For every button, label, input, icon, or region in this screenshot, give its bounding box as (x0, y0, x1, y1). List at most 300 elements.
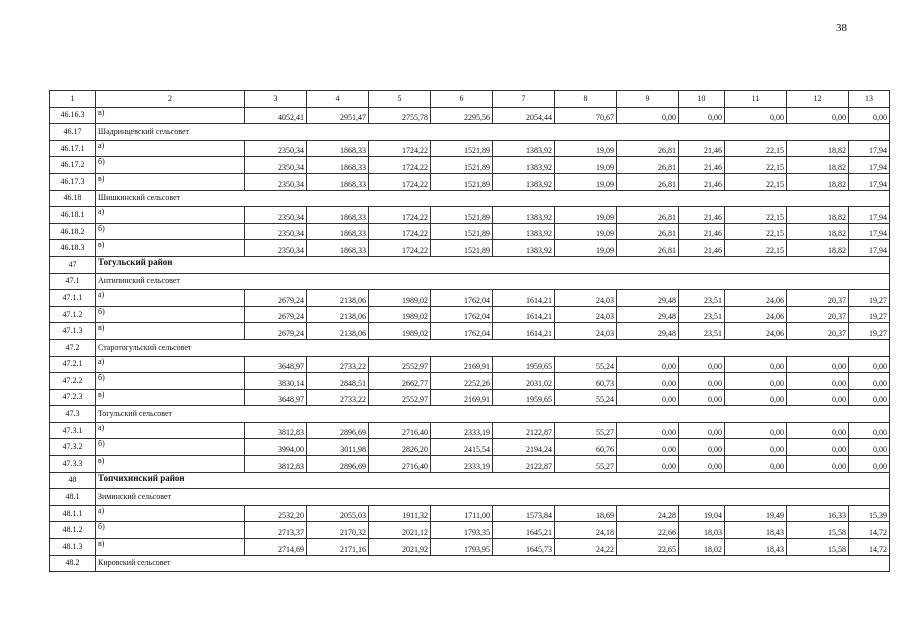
row-subitem-label: в) (96, 323, 245, 340)
table-cell-value: 17,94 (849, 140, 890, 157)
table-cell-value: 0,00 (679, 373, 725, 390)
table-row (50, 207, 890, 224)
table-cell-value: 23,51 (679, 306, 725, 323)
table-cell-value: 18,82 (787, 223, 849, 240)
table-cell-value: 0,00 (725, 373, 787, 390)
table-cell-value: 2848,51 (307, 373, 369, 390)
table-cell-value: 17,94 (849, 240, 890, 257)
table-cell-value: 2896,69 (307, 456, 369, 473)
table-cell-value: 21,46 (679, 157, 725, 174)
table-cell-value: 14,72 (849, 522, 890, 539)
table-cell-value: 1711,00 (431, 505, 493, 522)
table-cell-value: 0,00 (725, 107, 787, 124)
table-cell-value: 0,00 (725, 439, 787, 456)
table-cell-value: 2350,34 (245, 223, 307, 240)
table-cell-value: 17,94 (849, 223, 890, 240)
table-cell-value: 0,00 (849, 456, 890, 473)
table-cell-value: 0,00 (787, 107, 849, 124)
table-cell-value: 24,06 (725, 306, 787, 323)
table-cell-value: 1645,21 (493, 522, 555, 539)
table-cell-value: 23,51 (679, 290, 725, 307)
column-number: 6 (431, 91, 493, 108)
row-code: 46.16.3 (50, 107, 96, 124)
table-cell-value: 18,02 (679, 539, 725, 556)
table-cell-value: 0,00 (617, 389, 679, 406)
table-cell-value: 18,82 (787, 240, 849, 257)
row-code: 46.18.2 (50, 223, 96, 240)
row-subitem-label: б) (96, 223, 245, 240)
table-row (50, 223, 890, 240)
table-cell-value: 70,67 (555, 107, 617, 124)
table-cell-value: 3830,14 (245, 373, 307, 390)
row-code: 47.2.2 (50, 373, 96, 390)
settlement-name: Шишкинский сельсовет (96, 190, 890, 207)
table-cell-value: 2169,91 (431, 356, 493, 373)
table-cell-value: 17,94 (849, 173, 890, 190)
table-cell-value: 18,03 (679, 522, 725, 539)
table-cell-value: 1793,35 (431, 522, 493, 539)
table-cell-value: 2122,87 (493, 456, 555, 473)
table-cell-value: 2826,20 (369, 439, 431, 456)
table-cell-value: 19,09 (555, 140, 617, 157)
table-cell-value: 0,00 (725, 456, 787, 473)
table-cell-value: 2350,34 (245, 140, 307, 157)
table-cell-value: 20,37 (787, 306, 849, 323)
table-cell-value: 19,09 (555, 157, 617, 174)
table-cell-value: 26,81 (617, 157, 679, 174)
table-cell-value: 1573,84 (493, 505, 555, 522)
column-number: 1 (50, 91, 96, 108)
table-cell-value: 17,94 (849, 207, 890, 224)
table-cell-value: 1521,89 (431, 240, 493, 257)
settlement-heading-row (50, 406, 890, 423)
table-cell-value: 24,06 (725, 290, 787, 307)
row-code: 47.3.1 (50, 422, 96, 439)
table-cell-value: 26,81 (617, 240, 679, 257)
table-cell-value: 18,82 (787, 140, 849, 157)
table-row (50, 539, 890, 556)
table-cell-value: 2055,03 (307, 505, 369, 522)
table-cell-value: 22,15 (725, 157, 787, 174)
table-cell-value: 2170,32 (307, 522, 369, 539)
table-row (50, 306, 890, 323)
table-cell-value: 2532,20 (245, 505, 307, 522)
table-cell-value: 22,66 (617, 522, 679, 539)
row-subitem-label: б) (96, 157, 245, 174)
table-cell-value: 21,46 (679, 240, 725, 257)
table-cell-value: 1614,21 (493, 290, 555, 307)
settlement-heading-row (50, 124, 890, 141)
table-cell-value: 0,00 (679, 389, 725, 406)
table-row (50, 373, 890, 390)
table-cell-value: 1868,33 (307, 140, 369, 157)
table-cell-value: 1868,33 (307, 223, 369, 240)
table-cell-value: 4052,41 (245, 107, 307, 124)
row-code: 46.17.2 (50, 157, 96, 174)
table-cell-value: 0,00 (617, 356, 679, 373)
table-cell-value: 19,09 (555, 223, 617, 240)
table-cell-value: 1383,92 (493, 240, 555, 257)
table-cell-value: 2679,24 (245, 323, 307, 340)
table-cell-value: 0,00 (679, 356, 725, 373)
settlement-heading-row (50, 273, 890, 290)
table-cell-value: 1521,89 (431, 140, 493, 157)
table-cell-value: 21,46 (679, 140, 725, 157)
table-cell-value: 1614,21 (493, 306, 555, 323)
row-subitem-label: а) (96, 356, 245, 373)
table-cell-value: 0,00 (617, 373, 679, 390)
table-body (50, 107, 890, 572)
table-cell-value: 21,46 (679, 207, 725, 224)
table-cell-value: 0,00 (849, 422, 890, 439)
table-cell-value: 2031,02 (493, 373, 555, 390)
settlement-heading-row (50, 190, 890, 207)
table-cell-value: 1762,04 (431, 323, 493, 340)
table-cell-value: 0,00 (617, 107, 679, 124)
table-cell-value: 2679,24 (245, 290, 307, 307)
row-subitem-label: б) (96, 306, 245, 323)
row-subitem-label: в) (96, 389, 245, 406)
table-cell-value: 2138,06 (307, 323, 369, 340)
table-cell-value: 1959,65 (493, 389, 555, 406)
settlement-heading-row (50, 489, 890, 506)
table-cell-value: 18,43 (725, 522, 787, 539)
table-cell-value: 2350,34 (245, 207, 307, 224)
table-cell-value: 24,28 (617, 505, 679, 522)
table-row (50, 439, 890, 456)
table-cell-value: 3994,00 (245, 439, 307, 456)
table-row (50, 290, 890, 307)
district-heading-row (50, 256, 890, 273)
table-cell-value: 1762,04 (431, 306, 493, 323)
table-cell-value: 0,00 (787, 373, 849, 390)
table-cell-value: 2679,24 (245, 306, 307, 323)
row-code: 46.18.1 (50, 207, 96, 224)
table-row (50, 522, 890, 539)
row-code: 48 (50, 472, 96, 489)
table-cell-value: 0,00 (679, 456, 725, 473)
table-cell-value: 19,27 (849, 290, 890, 307)
table-row (50, 456, 890, 473)
table-cell-value: 0,00 (787, 439, 849, 456)
row-code: 46.18 (50, 190, 96, 207)
table-cell-value: 1989,02 (369, 306, 431, 323)
table-cell-value: 2714,69 (245, 539, 307, 556)
table-cell-value: 55,24 (555, 356, 617, 373)
table-cell-value: 0,00 (787, 356, 849, 373)
table-cell-value: 2755,78 (369, 107, 431, 124)
table-row (50, 107, 890, 124)
settlement-heading-row (50, 339, 890, 356)
table-cell-value: 0,00 (679, 107, 725, 124)
table-cell-value: 1868,33 (307, 240, 369, 257)
table-cell-value: 1521,89 (431, 223, 493, 240)
table-cell-value: 24,03 (555, 290, 617, 307)
table-cell-value: 0,00 (725, 356, 787, 373)
table-cell-value: 2415,54 (431, 439, 493, 456)
district-heading-row (50, 472, 890, 489)
table-cell-value: 0,00 (787, 389, 849, 406)
table-cell-value: 1724,22 (369, 173, 431, 190)
table-cell-value: 2138,06 (307, 306, 369, 323)
column-number: 2 (96, 91, 245, 108)
table-cell-value: 24,03 (555, 323, 617, 340)
column-number: 3 (245, 91, 307, 108)
row-code: 47.1 (50, 273, 96, 290)
table-cell-value: 1989,02 (369, 290, 431, 307)
column-number: 5 (369, 91, 431, 108)
row-subitem-label: б) (96, 522, 245, 539)
row-code: 46.17.1 (50, 140, 96, 157)
table-cell-value: 0,00 (849, 439, 890, 456)
table-cell-value: 24,06 (725, 323, 787, 340)
table-cell-value: 2716,40 (369, 456, 431, 473)
table-cell-value: 18,82 (787, 173, 849, 190)
district-name: Топчихинский район (96, 472, 890, 489)
table-cell-value: 60,76 (555, 439, 617, 456)
table-cell-value: 19,09 (555, 173, 617, 190)
table-cell-value: 2350,34 (245, 173, 307, 190)
settlement-heading-row (50, 555, 890, 572)
table-cell-value: 2021,92 (369, 539, 431, 556)
table-cell-value: 60,73 (555, 373, 617, 390)
table-cell-value: 1724,22 (369, 207, 431, 224)
table-row (50, 140, 890, 157)
table-cell-value: 18,43 (725, 539, 787, 556)
table-row (50, 240, 890, 257)
settlement-name: Старотогульский сельсовет (96, 339, 890, 356)
district-name: Тогульский район (96, 256, 890, 273)
row-subitem-label: в) (96, 240, 245, 257)
table-row (50, 505, 890, 522)
row-subitem-label: а) (96, 505, 245, 522)
row-code: 48.2 (50, 555, 96, 572)
table-cell-value: 23,51 (679, 323, 725, 340)
table-cell-value: 2333,19 (431, 456, 493, 473)
table-cell-value: 2896,69 (307, 422, 369, 439)
table-row (50, 356, 890, 373)
table-cell-value: 1383,92 (493, 223, 555, 240)
table-cell-value: 1868,33 (307, 207, 369, 224)
table-cell-value: 2552,97 (369, 356, 431, 373)
table-cell-value: 15,39 (849, 505, 890, 522)
row-code: 46.18.3 (50, 240, 96, 257)
settlement-name: Антипинский сельсовет (96, 273, 890, 290)
settlement-name: Тогульский сельсовет (96, 406, 890, 423)
table-cell-value: 19,27 (849, 306, 890, 323)
table-cell-value: 16,33 (787, 505, 849, 522)
table-cell-value: 3648,97 (245, 356, 307, 373)
table-cell-value: 20,37 (787, 290, 849, 307)
table-cell-value: 18,82 (787, 207, 849, 224)
table-cell-value: 20,37 (787, 323, 849, 340)
table-cell-value: 1645,73 (493, 539, 555, 556)
table-cell-value: 2713,37 (245, 522, 307, 539)
table-cell-value: 26,81 (617, 173, 679, 190)
table-row (50, 173, 890, 190)
settlement-name: Шадринцевский сельсовет (96, 124, 890, 141)
table-cell-value: 19,09 (555, 240, 617, 257)
row-code: 48.1.2 (50, 522, 96, 539)
table-cell-value: 2350,34 (245, 157, 307, 174)
table-cell-value: 2716,40 (369, 422, 431, 439)
row-subitem-label: б) (96, 439, 245, 456)
row-subitem-label: а) (96, 207, 245, 224)
table-row (50, 422, 890, 439)
table-cell-value: 24,03 (555, 306, 617, 323)
column-number: 11 (725, 91, 787, 108)
table-cell-value: 0,00 (617, 456, 679, 473)
table-cell-value: 14,72 (849, 539, 890, 556)
table-cell-value: 2733,22 (307, 356, 369, 373)
table-cell-value: 2171,16 (307, 539, 369, 556)
row-code: 47.1.2 (50, 306, 96, 323)
table-cell-value: 1521,89 (431, 173, 493, 190)
table-cell-value: 0,00 (679, 439, 725, 456)
table-cell-value: 22,15 (725, 140, 787, 157)
table-cell-value: 15,58 (787, 539, 849, 556)
table-cell-value: 26,81 (617, 207, 679, 224)
table-cell-value: 2252,26 (431, 373, 493, 390)
row-code: 47.1.1 (50, 290, 96, 307)
table-cell-value: 55,27 (555, 456, 617, 473)
table-cell-value: 1762,04 (431, 290, 493, 307)
settlement-name: Кировский сельсовет (96, 555, 890, 572)
table-cell-value: 1959,65 (493, 356, 555, 373)
table-cell-value: 22,15 (725, 223, 787, 240)
row-subitem-label: в) (96, 173, 245, 190)
table-cell-value: 17,94 (849, 157, 890, 174)
table-cell-value: 1383,92 (493, 140, 555, 157)
column-number: 12 (787, 91, 849, 108)
table-cell-value: 26,81 (617, 140, 679, 157)
table-cell-value: 21,46 (679, 173, 725, 190)
row-code: 48.1.1 (50, 505, 96, 522)
row-code: 47 (50, 256, 96, 273)
table-cell-value: 29,48 (617, 306, 679, 323)
table-cell-value: 15,58 (787, 522, 849, 539)
row-subitem-label: в) (96, 107, 245, 124)
column-number: 8 (555, 91, 617, 108)
table-cell-value: 19,09 (555, 207, 617, 224)
row-code: 47.2.3 (50, 389, 96, 406)
table-row (50, 157, 890, 174)
table-cell-value: 0,00 (725, 422, 787, 439)
table-cell-value: 0,00 (725, 389, 787, 406)
table-cell-value: 18,69 (555, 505, 617, 522)
column-number: 4 (307, 91, 369, 108)
table-cell-value: 2662,77 (369, 373, 431, 390)
table-cell-value: 2021,12 (369, 522, 431, 539)
table-cell-value: 2054,44 (493, 107, 555, 124)
row-code: 47.2.1 (50, 356, 96, 373)
table-cell-value: 55,24 (555, 389, 617, 406)
table-cell-value: 55,27 (555, 422, 617, 439)
tariff-table (49, 90, 890, 572)
table-cell-value: 2552,97 (369, 389, 431, 406)
row-code: 48.1 (50, 489, 96, 506)
table-cell-value: 1383,92 (493, 207, 555, 224)
row-code: 46.17.3 (50, 173, 96, 190)
table-cell-value: 0,00 (617, 422, 679, 439)
table-cell-value: 2333,19 (431, 422, 493, 439)
table-cell-value: 21,46 (679, 223, 725, 240)
table-cell-value: 0,00 (849, 373, 890, 390)
table-cell-value: 18,82 (787, 157, 849, 174)
table-cell-value: 1383,92 (493, 173, 555, 190)
table-cell-value: 0,00 (617, 439, 679, 456)
table-cell-value: 1521,89 (431, 157, 493, 174)
table-cell-value: 1911,32 (369, 505, 431, 522)
table-cell-value: 3648,97 (245, 389, 307, 406)
table-cell-value: 22,15 (725, 240, 787, 257)
column-number: 7 (493, 91, 555, 108)
table-cell-value: 22,15 (725, 173, 787, 190)
table-cell-value: 19,27 (849, 323, 890, 340)
table-cell-value: 1793,95 (431, 539, 493, 556)
column-number: 10 (679, 91, 725, 108)
row-code: 47.1.3 (50, 323, 96, 340)
row-subitem-label: в) (96, 456, 245, 473)
row-code: 47.2 (50, 339, 96, 356)
table-cell-value: 3812,83 (245, 422, 307, 439)
table-cell-value: 24,18 (555, 522, 617, 539)
table-cell-value: 2194,24 (493, 439, 555, 456)
row-code: 48.1.3 (50, 539, 96, 556)
table-cell-value: 1724,22 (369, 240, 431, 257)
table-cell-value: 22,65 (617, 539, 679, 556)
row-subitem-label: а) (96, 422, 245, 439)
table-row (50, 323, 890, 340)
table-cell-value: 1724,22 (369, 140, 431, 157)
table-cell-value: 24,22 (555, 539, 617, 556)
table-cell-value: 0,00 (787, 456, 849, 473)
table-cell-value: 1868,33 (307, 173, 369, 190)
table-cell-value: 19,49 (725, 505, 787, 522)
table-cell-value: 22,15 (725, 207, 787, 224)
column-number: 13 (849, 91, 890, 108)
table-cell-value: 2122,87 (493, 422, 555, 439)
table-cell-value: 2350,34 (245, 240, 307, 257)
row-code: 47.3.3 (50, 456, 96, 473)
table-cell-value: 0,00 (679, 422, 725, 439)
column-number-row (50, 91, 890, 108)
table-cell-value: 0,00 (849, 107, 890, 124)
table-cell-value: 0,00 (787, 422, 849, 439)
table-cell-value: 1724,22 (369, 223, 431, 240)
table-cell-value: 0,00 (849, 389, 890, 406)
table-cell-value: 1383,92 (493, 157, 555, 174)
table-cell-value: 2138,06 (307, 290, 369, 307)
settlement-name: Зиминский сельсовет (96, 489, 890, 506)
row-subitem-label: а) (96, 140, 245, 157)
page-number: 38 (836, 22, 847, 34)
table-cell-value: 1614,21 (493, 323, 555, 340)
table-cell-value: 26,81 (617, 223, 679, 240)
table-cell-value: 2295,56 (431, 107, 493, 124)
column-number: 9 (617, 91, 679, 108)
table-cell-value: 1868,33 (307, 157, 369, 174)
table-cell-value: 3812,83 (245, 456, 307, 473)
table-cell-value: 19,04 (679, 505, 725, 522)
table-cell-value: 1521,89 (431, 207, 493, 224)
table-cell-value: 1989,02 (369, 323, 431, 340)
table-cell-value: 29,48 (617, 290, 679, 307)
table-cell-value: 3011,98 (307, 439, 369, 456)
row-code: 47.3 (50, 406, 96, 423)
table-cell-value: 29,48 (617, 323, 679, 340)
row-subitem-label: в) (96, 539, 245, 556)
